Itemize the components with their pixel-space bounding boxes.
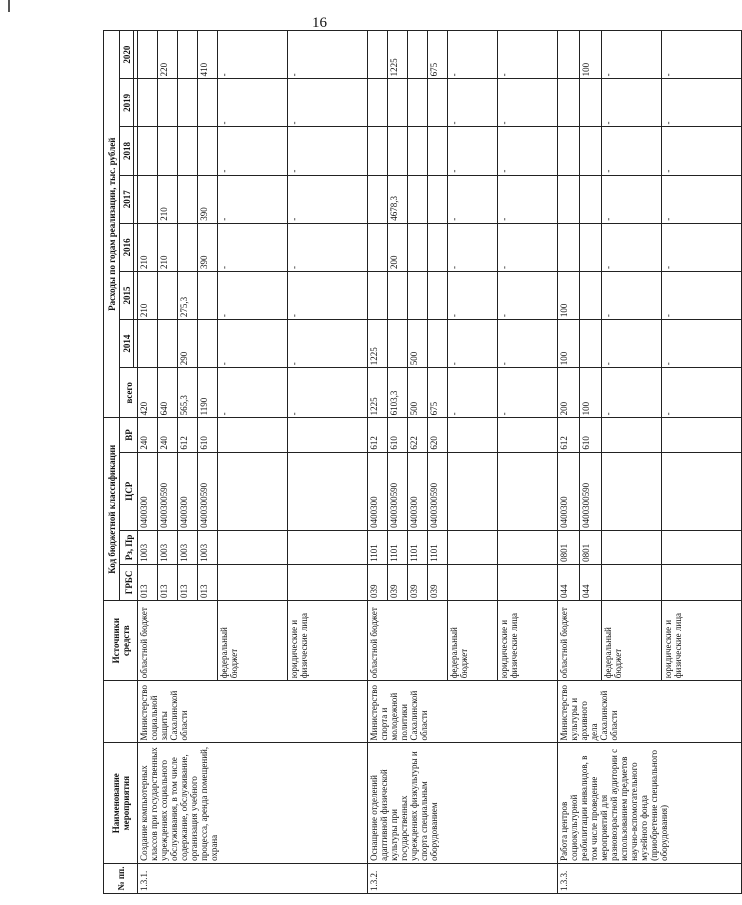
vr-cell xyxy=(602,418,662,452)
total-cell: 565,3 xyxy=(178,368,198,418)
year-value-cell: - xyxy=(288,31,368,79)
rzpr-cell xyxy=(498,530,558,564)
grbs-cell: 039 xyxy=(428,564,448,600)
year-value-cell: - xyxy=(662,79,742,127)
total-cell: - xyxy=(662,368,742,418)
vr-cell xyxy=(288,418,368,452)
table-row xyxy=(368,31,388,894)
grbs-cell: 039 xyxy=(408,564,428,600)
year-value-cell xyxy=(198,271,218,319)
row-number-cell: 1.3.3. xyxy=(558,863,742,893)
csr-cell xyxy=(218,452,288,530)
total-cell: 640 xyxy=(158,368,178,418)
rzpr-cell xyxy=(288,530,368,564)
grbs-cell: 044 xyxy=(580,564,602,600)
year-value-cell: - xyxy=(498,271,558,319)
vr-cell: 610 xyxy=(388,418,408,452)
year-value-cell: 210 xyxy=(138,223,158,271)
csr-cell: 0400300 xyxy=(138,452,158,530)
csr-cell: 0400300 xyxy=(368,452,388,530)
year-value-cell: - xyxy=(602,127,662,175)
grbs-cell: 013 xyxy=(138,564,158,600)
page-number: 16 xyxy=(312,15,327,31)
year-value-cell xyxy=(138,320,158,368)
year-value-cell: 100 xyxy=(580,31,602,79)
rzpr-cell: 0801 xyxy=(558,530,580,564)
year-value-cell: - xyxy=(602,31,662,79)
year-value-cell: - xyxy=(498,127,558,175)
activity-name-cell: Оснащение отделений адаптивной физической культуры при государственных учреждениях физкультуры и спорта специальным оборудованием xyxy=(368,743,558,863)
year-value-cell: - xyxy=(288,320,368,368)
grbs-cell: 044 xyxy=(558,564,580,600)
vr-cell: 612 xyxy=(558,418,580,452)
year-value-cell: 210 xyxy=(138,271,158,319)
year-value-cell xyxy=(178,175,198,223)
grbs-cell: 013 xyxy=(178,564,198,600)
year-value-cell: - xyxy=(602,223,662,271)
total-cell: - xyxy=(602,368,662,418)
activity-name-cell: Работа центров социокультурной реабилитации инвалидов, в том числе проведение мероприятий для разновозрастной аудитории с использованием предметов научно-вспомогательного музейного фонда (приобретение специального оборудования) xyxy=(558,743,742,863)
year-value-cell: - xyxy=(218,79,288,127)
year-value-cell xyxy=(428,127,448,175)
year-value-cell: 290 xyxy=(178,320,198,368)
year-value-cell xyxy=(178,79,198,127)
year-value-cell: - xyxy=(662,271,742,319)
vr-cell xyxy=(448,418,498,452)
total-cell: 675 xyxy=(428,368,448,418)
header-csr: ЦСР xyxy=(120,452,138,530)
year-value-cell: 275,3 xyxy=(178,271,198,319)
year-value-cell xyxy=(138,127,158,175)
executor-cell: Министерство культуры и архивного дела Сахалинской области xyxy=(558,681,742,743)
rzpr-cell xyxy=(662,530,742,564)
activity-name-cell: Создание компьютерных классов при государственных учреждениях социального обслуживания, в том числе содержание, обслуживание, организация учебного процесса, аренда помещений, охрана xyxy=(138,743,368,863)
table-body xyxy=(138,31,742,894)
vr-cell: 612 xyxy=(368,418,388,452)
year-value-cell: - xyxy=(498,175,558,223)
grbs-cell xyxy=(288,564,368,600)
year-value-cell: - xyxy=(498,31,558,79)
year-value-cell: - xyxy=(218,223,288,271)
grbs-cell xyxy=(498,564,558,600)
year-value-cell: - xyxy=(218,31,288,79)
year-value-cell xyxy=(558,175,580,223)
grbs-cell: 039 xyxy=(368,564,388,600)
total-cell: 100 xyxy=(580,368,602,418)
csr-cell: 0400300 xyxy=(558,452,580,530)
year-value-cell: - xyxy=(218,320,288,368)
source-cell: областной бюджет xyxy=(558,601,602,681)
year-value-cell xyxy=(408,223,428,271)
vr-cell xyxy=(498,418,558,452)
year-value-cell xyxy=(178,127,198,175)
year-value-cell: - xyxy=(602,320,662,368)
rzpr-cell: 1101 xyxy=(408,530,428,564)
year-value-cell xyxy=(408,31,428,79)
year-value-cell xyxy=(408,175,428,223)
rzpr-cell: 1101 xyxy=(388,530,408,564)
year-value-cell xyxy=(158,320,178,368)
table-row xyxy=(138,31,158,894)
header-source: Источники средств xyxy=(104,601,138,681)
grbs-cell: 013 xyxy=(198,564,218,600)
executor-cell: Министерство социальной защиты Сахалинской области xyxy=(138,681,368,743)
csr-cell: 0400300590 xyxy=(580,452,602,530)
year-value-cell xyxy=(368,79,388,127)
year-value-cell: - xyxy=(662,223,742,271)
table-frame xyxy=(103,30,683,894)
csr-cell xyxy=(662,452,742,530)
source-cell: юридические и физические лица xyxy=(288,601,368,681)
year-value-cell: 210 xyxy=(158,175,178,223)
year-value-cell: - xyxy=(448,175,498,223)
year-value-cell xyxy=(388,271,408,319)
total-cell: - xyxy=(448,368,498,418)
total-cell: 420 xyxy=(138,368,158,418)
source-cell: юридические и физические лица xyxy=(498,601,558,681)
year-value-cell xyxy=(408,271,428,319)
year-value-cell xyxy=(138,175,158,223)
executor-cell: Министерство спорта и молодежной политики Сахалинской области xyxy=(368,681,558,743)
year-value-cell: - xyxy=(288,127,368,175)
year-value-cell: 1225 xyxy=(388,31,408,79)
year-value-cell: - xyxy=(448,320,498,368)
year-value-cell: - xyxy=(662,175,742,223)
row-number-cell: 1.3.2. xyxy=(368,863,558,893)
rzpr-cell: 1101 xyxy=(368,530,388,564)
header-year: 2015 xyxy=(120,271,134,319)
year-value-cell: 390 xyxy=(198,175,218,223)
rzpr-cell: 1101 xyxy=(428,530,448,564)
rzpr-cell xyxy=(218,530,288,564)
year-value-cell xyxy=(580,127,602,175)
csr-cell xyxy=(602,452,662,530)
year-value-cell: - xyxy=(602,175,662,223)
csr-cell: 0400300 xyxy=(408,452,428,530)
year-value-cell: - xyxy=(662,31,742,79)
total-cell: - xyxy=(498,368,558,418)
header-year: 2019 xyxy=(120,79,134,127)
year-value-cell: - xyxy=(218,127,288,175)
vr-cell: 620 xyxy=(428,418,448,452)
rzpr-cell: 1003 xyxy=(158,530,178,564)
year-value-cell xyxy=(580,271,602,319)
rzpr-cell: 1003 xyxy=(198,530,218,564)
year-value-cell: - xyxy=(288,175,368,223)
year-value-cell: - xyxy=(218,271,288,319)
year-value-cell xyxy=(580,79,602,127)
vr-cell: 622 xyxy=(408,418,428,452)
source-cell: областной бюджет xyxy=(368,601,448,681)
year-value-cell: 500 xyxy=(408,320,428,368)
year-value-cell: - xyxy=(448,223,498,271)
table-row xyxy=(558,31,580,894)
year-value-cell xyxy=(368,127,388,175)
total-cell: 6103,3 xyxy=(388,368,408,418)
year-value-cell: - xyxy=(218,175,288,223)
header-grbs: ГРБС xyxy=(120,564,138,600)
csr-cell: 0400300 xyxy=(178,452,198,530)
vr-cell: 610 xyxy=(580,418,602,452)
source-cell: федеральный бюджет xyxy=(218,601,288,681)
header-year: 2014 xyxy=(120,320,134,368)
grbs-cell xyxy=(448,564,498,600)
header-total: всего xyxy=(120,368,138,418)
year-value-cell: 100 xyxy=(558,320,580,368)
header-rzpr: Рз, Пр xyxy=(120,530,138,564)
total-cell: 500 xyxy=(408,368,428,418)
vr-cell: 240 xyxy=(158,418,178,452)
year-value-cell: - xyxy=(498,223,558,271)
header-year: 2016 xyxy=(120,223,134,271)
year-value-cell xyxy=(368,271,388,319)
year-value-cell xyxy=(428,223,448,271)
year-value-cell: - xyxy=(448,31,498,79)
year-value-cell: - xyxy=(288,223,368,271)
year-value-cell xyxy=(428,271,448,319)
total-cell: 1225 xyxy=(368,368,388,418)
year-value-cell xyxy=(580,320,602,368)
rzpr-cell xyxy=(448,530,498,564)
year-value-cell: 200 xyxy=(388,223,408,271)
year-value-cell: - xyxy=(602,79,662,127)
year-value-cell: - xyxy=(498,320,558,368)
year-value-cell: 1225 xyxy=(368,320,388,368)
source-cell: федеральный бюджет xyxy=(448,601,498,681)
vr-cell xyxy=(218,418,288,452)
header-vr: ВР xyxy=(120,418,138,452)
year-value-cell: - xyxy=(602,271,662,319)
csr-cell: 0400300590 xyxy=(428,452,448,530)
rzpr-cell: 1003 xyxy=(178,530,198,564)
year-value-cell xyxy=(158,271,178,319)
year-value-cell xyxy=(198,320,218,368)
year-value-cell xyxy=(178,31,198,79)
csr-cell: 0400300590 xyxy=(198,452,218,530)
year-value-cell xyxy=(558,223,580,271)
year-value-cell xyxy=(580,175,602,223)
year-value-cell xyxy=(178,223,198,271)
header-year: 2020 xyxy=(120,31,134,79)
year-value-cell xyxy=(198,127,218,175)
year-value-cell xyxy=(388,127,408,175)
header-year: 2018 xyxy=(120,127,134,175)
year-value-cell: - xyxy=(448,127,498,175)
total-cell: 200 xyxy=(558,368,580,418)
year-value-cell: - xyxy=(448,271,498,319)
year-value-cell: - xyxy=(662,320,742,368)
year-value-cell: - xyxy=(662,127,742,175)
source-cell: федеральный бюджет xyxy=(602,601,662,681)
year-value-cell xyxy=(558,31,580,79)
scan-edge-mark xyxy=(8,0,10,12)
year-value-cell xyxy=(408,79,428,127)
grbs-cell: 039 xyxy=(388,564,408,600)
year-value-cell xyxy=(138,79,158,127)
year-value-cell: 390 xyxy=(198,223,218,271)
year-value-cell xyxy=(408,127,428,175)
year-value-cell xyxy=(368,175,388,223)
year-value-cell: - xyxy=(288,79,368,127)
year-value-cell xyxy=(368,31,388,79)
year-value-cell: 220 xyxy=(158,31,178,79)
csr-cell xyxy=(498,452,558,530)
grbs-cell xyxy=(602,564,662,600)
year-value-cell xyxy=(138,31,158,79)
row-number-cell: 1.3.1. xyxy=(138,863,368,893)
csr-cell: 0400300590 xyxy=(388,452,408,530)
rzpr-cell: 1003 xyxy=(138,530,158,564)
year-value-cell: - xyxy=(288,271,368,319)
year-value-cell xyxy=(558,127,580,175)
source-cell: юридические и физические лица xyxy=(662,601,742,681)
year-value-cell: 4678,3 xyxy=(388,175,408,223)
total-cell: 1190 xyxy=(198,368,218,418)
year-value-cell: 210 xyxy=(158,223,178,271)
vr-cell xyxy=(662,418,742,452)
year-value-cell xyxy=(580,223,602,271)
vr-cell: 240 xyxy=(138,418,158,452)
year-value-cell: 675 xyxy=(428,31,448,79)
grbs-cell xyxy=(662,564,742,600)
total-cell: - xyxy=(288,368,368,418)
year-value-cell: - xyxy=(448,79,498,127)
csr-cell: 0400300590 xyxy=(158,452,178,530)
csr-cell xyxy=(448,452,498,530)
year-value-cell xyxy=(158,127,178,175)
year-value-cell: 100 xyxy=(558,271,580,319)
grbs-cell xyxy=(218,564,288,600)
year-value-cell xyxy=(388,320,408,368)
year-value-cell xyxy=(198,79,218,127)
csr-cell xyxy=(288,452,368,530)
year-value-cell xyxy=(558,79,580,127)
year-value-cell xyxy=(158,79,178,127)
header-executor xyxy=(104,681,138,743)
year-value-cell: - xyxy=(498,79,558,127)
header-expenses: Расходы по годам реализации, тыс. рублей xyxy=(104,31,120,418)
vr-cell: 612 xyxy=(178,418,198,452)
source-cell: областной бюджет xyxy=(138,601,218,681)
rotated-table-container xyxy=(103,30,683,894)
header-name: Наименование мероприятия xyxy=(104,743,138,863)
year-value-cell xyxy=(428,175,448,223)
total-cell: - xyxy=(218,368,288,418)
year-value-cell xyxy=(428,79,448,127)
year-value-cell xyxy=(388,79,408,127)
year-value-cell xyxy=(368,223,388,271)
header-year: 2017 xyxy=(120,175,134,223)
expenses-table xyxy=(103,30,742,894)
vr-cell: 610 xyxy=(198,418,218,452)
year-value-cell xyxy=(428,320,448,368)
rzpr-cell: 0801 xyxy=(580,530,602,564)
header-no: № пп. xyxy=(104,863,138,893)
header-budget-code: Код бюджетной классификации xyxy=(104,418,120,601)
year-value-cell: 410 xyxy=(198,31,218,79)
grbs-cell: 013 xyxy=(158,564,178,600)
rzpr-cell xyxy=(602,530,662,564)
